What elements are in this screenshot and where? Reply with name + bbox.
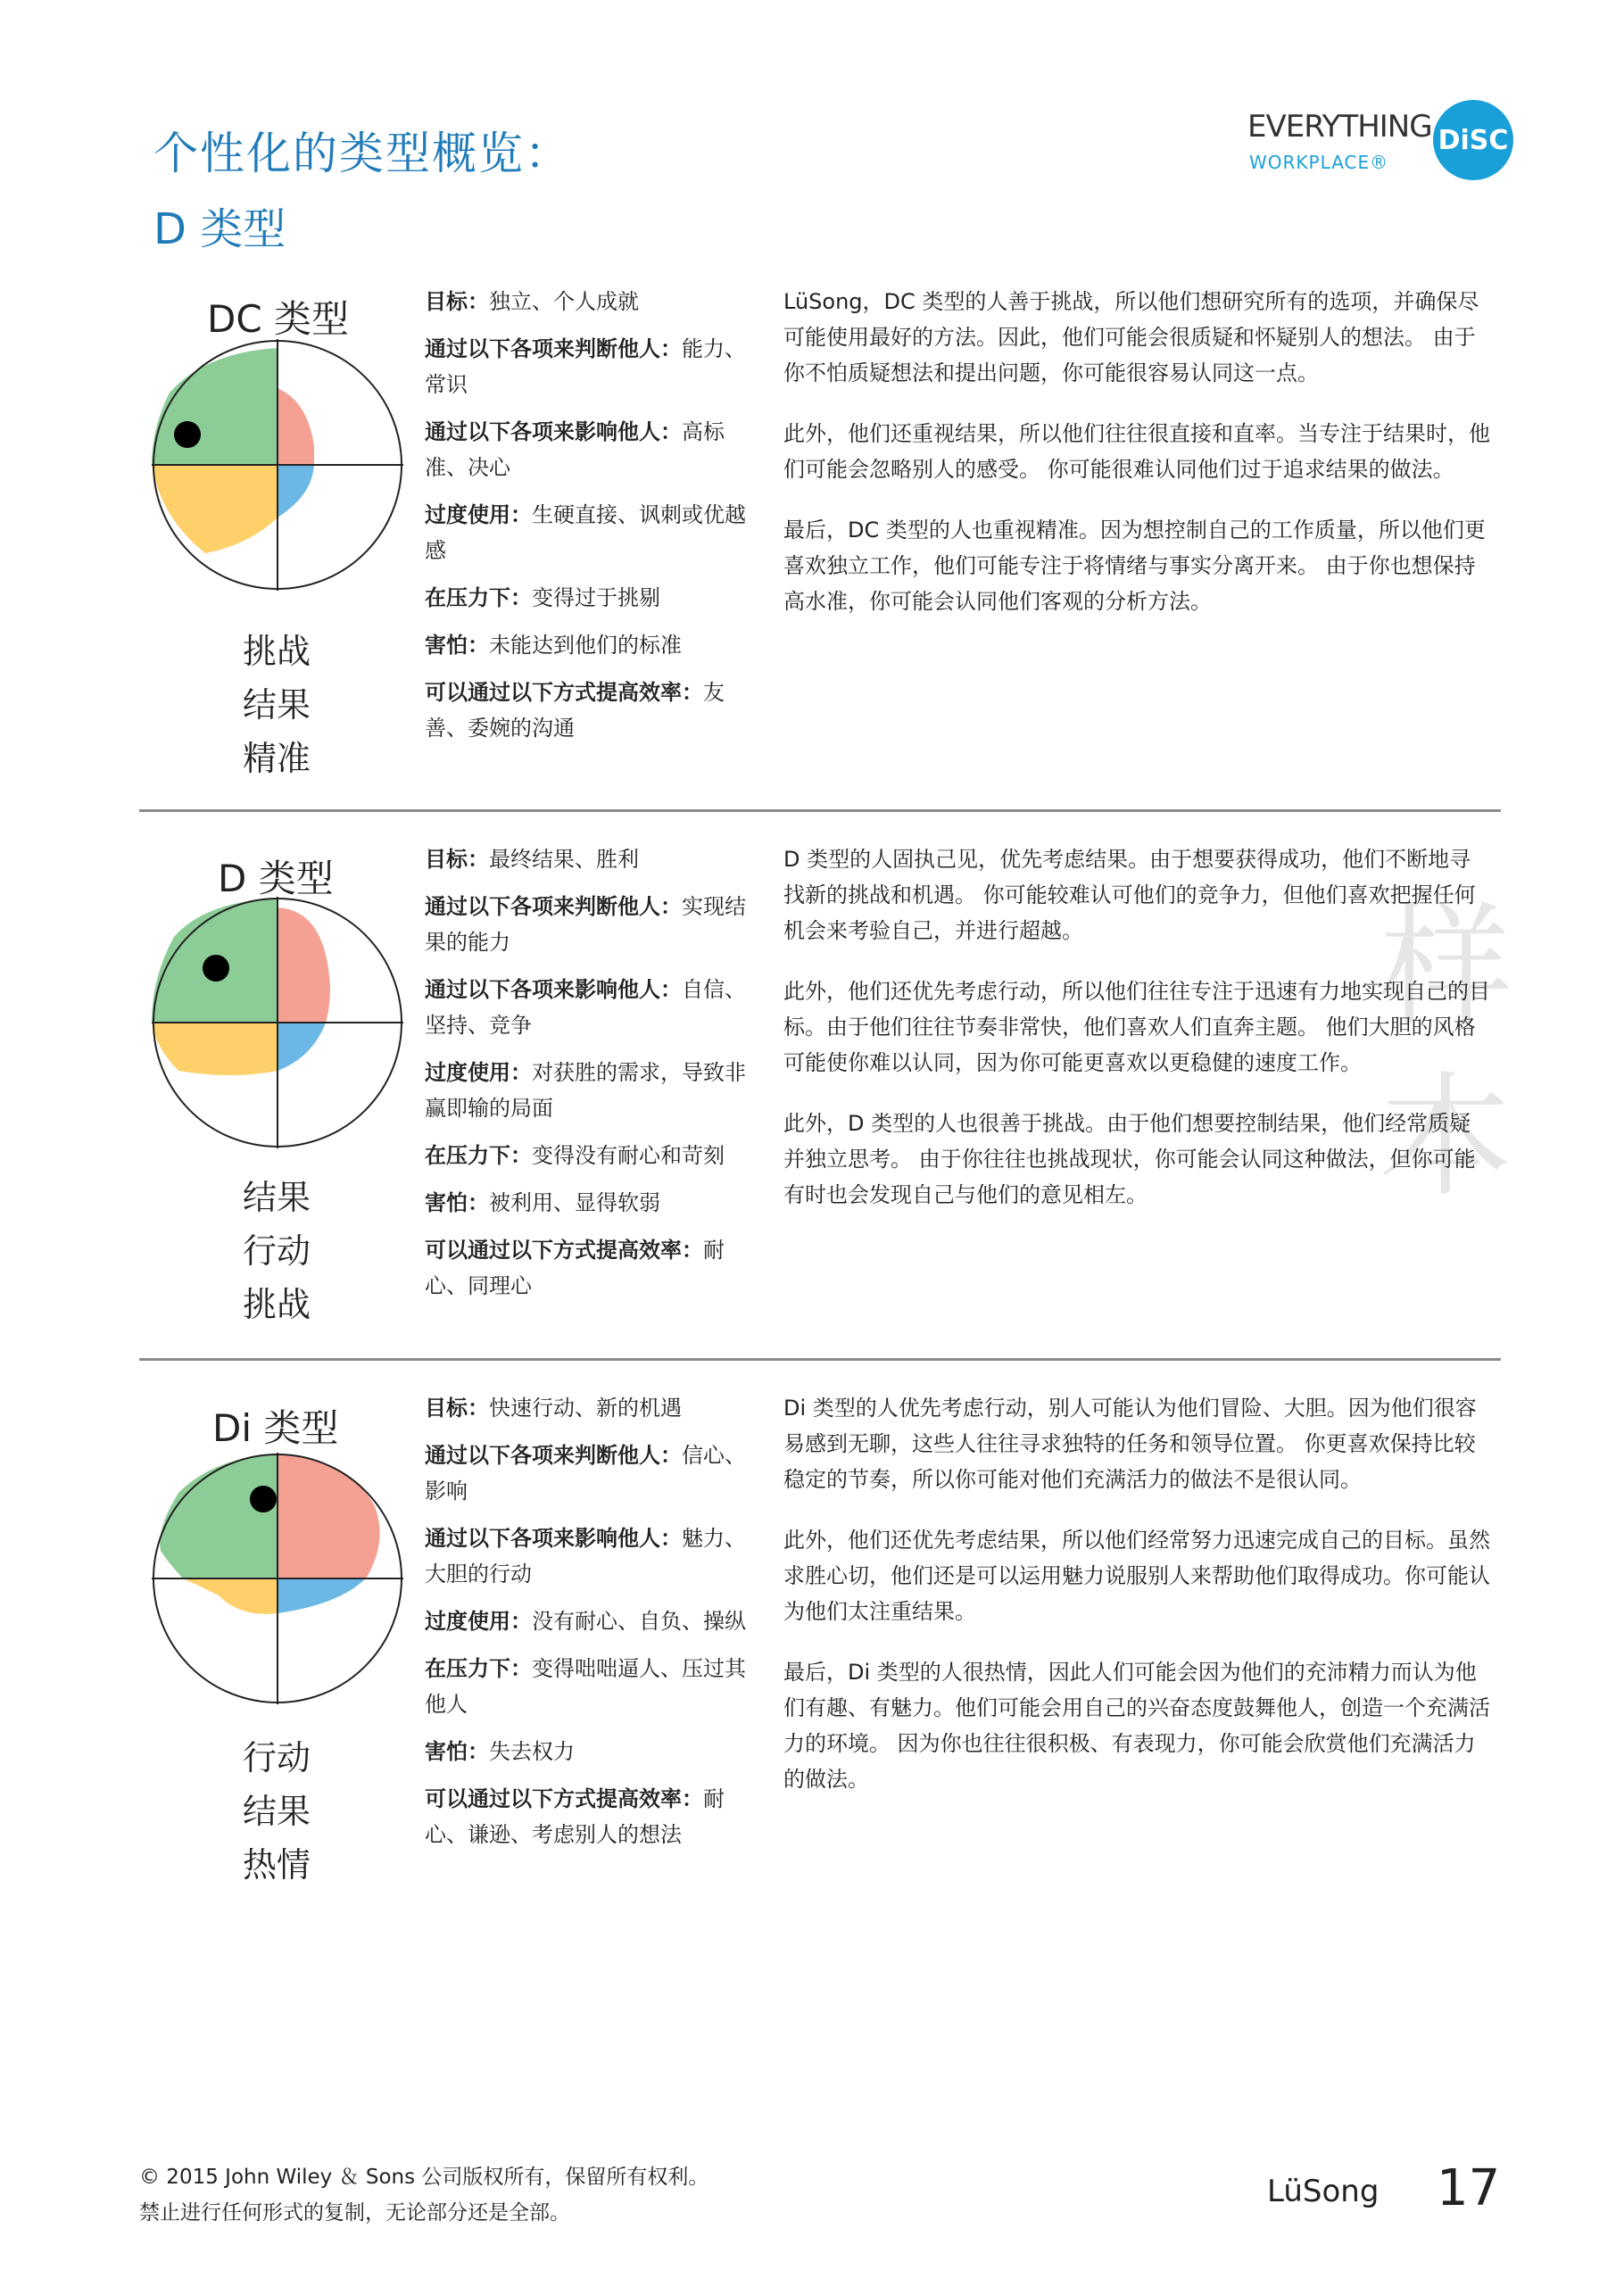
sample-watermark: 样本 <box>1378 891 1512 1215</box>
disc-position-dot <box>250 1486 277 1512</box>
priority-word: 挑战 <box>243 1285 311 1324</box>
priority-word: 行动 <box>243 1231 311 1271</box>
trait-influences-others: 通过以下各项来影响他人：自信、坚持、竞争 <box>425 977 746 1038</box>
priority-word: 热情 <box>243 1845 311 1885</box>
trait-under-pressure: 在压力下：变得过于挑剔 <box>425 585 660 610</box>
disc-circle-chart <box>152 339 403 591</box>
copyright-line: © 2015 John Wiley ＆ Sons 公司版权所有，保留所有权利。 <box>139 2166 709 2189</box>
priority-word: 行动 <box>243 1738 311 1777</box>
type-label: D 类型 <box>218 857 334 900</box>
priority-word: 结果 <box>243 1792 311 1831</box>
disc-circle-chart <box>152 1453 403 1704</box>
description-paragraph: Di 类型的人优先考虑行动，别人可能认为他们冒险、大胆。因为他们很容易感到无聊，这些人往往寻求独特的任务和领导位置。 你更喜欢保持比较稳定的节奏，所以你可能对他们充满活力的做法不是很认同。 <box>783 1396 1477 1492</box>
disc-green-segment <box>160 1454 278 1578</box>
disc-position-dot <box>203 955 229 982</box>
section-divider <box>139 809 1501 812</box>
trait-judges-others: 通过以下各项来判断他人：能力、常识 <box>425 336 746 397</box>
type-priority-words <box>243 1731 311 1892</box>
description-paragraph: 此外，他们还优先考虑结果，所以他们经常努力迅速完成自己的目标。虽然求胜心切，他们还是可以运用魅力说服别人来帮助他们取得成功。你可能认为他们太注重结果。 <box>783 1528 1490 1624</box>
disc-yellow-segment <box>152 465 278 553</box>
priority-word: 精准 <box>243 739 311 778</box>
description-paragraph: D 类型的人固执己见，优先考虑结果。由于想要获得成功，他们不断地寻找新的挑战和机遇。 你可能较难认可他们的竞争力，但他们喜欢把握任何机会来考验自己，并进行超越。 <box>783 847 1476 943</box>
disc-position-dot <box>174 421 201 448</box>
disc-red-segment <box>278 907 330 1023</box>
trait-under-pressure: 在压力下：变得咄咄逼人、压过其他人 <box>425 1656 746 1717</box>
trait-overuses: 过度使用：没有耐心、自负、操纵 <box>425 1609 746 1634</box>
trait-goal: 目标：快速行动、新的机遇 <box>425 1396 682 1421</box>
disc-blue-segment <box>278 1023 326 1071</box>
trait-influences-others: 通过以下各项来影响他人：魅力、大胆的行动 <box>425 1526 746 1587</box>
type-label: DC 类型 <box>207 297 350 341</box>
description-paragraph: 此外，他们还重视结果，所以他们往往很直接和直率。当专注于结果时，他们可能会忽略别人的感受。 你可能很难认同他们过于追求结果的做法。 <box>783 421 1490 482</box>
disc-green-segment <box>152 348 278 465</box>
page-number: 17 <box>1437 2159 1501 2217</box>
trait-increase-effectiveness: 可以通过以下方式提高效率：耐心、谦逊、考虑别人的想法 <box>425 1786 725 1847</box>
logo-line2: WORKPLACE® <box>1249 152 1389 173</box>
priority-word: 挑战 <box>243 632 311 671</box>
trait-influences-others: 通过以下各项来影响他人：高标准、决心 <box>425 419 725 480</box>
trait-judges-others: 通过以下各项来判断他人：实现结果的能力 <box>425 894 746 955</box>
type-description <box>783 284 1490 644</box>
type-priority-words <box>243 625 311 785</box>
trait-increase-effectiveness: 可以通过以下方式提高效率：耐心、同理心 <box>425 1238 725 1298</box>
description-paragraph: LüSong，DC 类型的人善于挑战，所以他们想研究所有的选项，并确保尽可能使用最好的方法。因此，他们可能会很质疑和怀疑别人的想法。 由于你不怕质疑想法和提出问题，你可能很容易认同这一点。 <box>783 289 1479 385</box>
everything-disc-logo <box>1247 100 1515 171</box>
type-traits-list <box>425 1390 755 1864</box>
trait-increase-effectiveness: 可以通过以下方式提高效率：友善、委婉的沟通 <box>425 680 725 741</box>
footer-name: LüSong <box>1267 2174 1380 2209</box>
type-traits-list <box>425 284 755 758</box>
priority-word: 结果 <box>243 685 311 725</box>
footer-copyright <box>139 2159 708 2231</box>
description-paragraph: 此外，D 类型的人也很善于挑战。由于他们想要控制结果，他们经常质疑并独立思考。 由于你往往也挑战现状，你可能会认同这种做法，但你可能有时也会发现自己与他们的意见相左。 <box>783 1111 1476 1207</box>
description-paragraph: 最后，DC 类型的人也重视精准。因为想控制自己的工作质量，所以他们更喜欢独立工作，他们可能专注于将情绪与事实分离开来。 由于你也想保持高水准，你可能会认同他们客观的分析方法。 <box>783 518 1486 614</box>
type-priority-words <box>243 1171 311 1331</box>
trait-fears: 害怕：未能达到他们的标准 <box>425 633 682 658</box>
trait-fears: 害怕：被利用、显得软弱 <box>425 1190 660 1215</box>
type-description <box>783 841 1490 1238</box>
logo-disc-circle: DiSC <box>1433 100 1513 180</box>
type-label: Di 类型 <box>212 1406 339 1450</box>
disc-blue-segment <box>278 1578 366 1613</box>
description-paragraph: 此外，他们还优先考虑行动，所以他们往往专注于迅速有力地实现自己的目标。由于他们往往节奏非常快，他们喜欢人们直奔主题。 他们大胆的风格可能使你难以认同，因为你可能更喜欢以更稳健的速度工作。 <box>783 979 1490 1075</box>
trait-judges-others: 通过以下各项来判断他人：信心、影响 <box>425 1443 746 1504</box>
priority-word: 结果 <box>243 1178 311 1217</box>
disc-red-segment <box>278 388 314 465</box>
trait-goal: 目标：独立、个人成就 <box>425 289 639 314</box>
trait-overuses: 过度使用：生硬直接、讽刺或优越感 <box>425 502 746 563</box>
trait-under-pressure: 在压力下：变得没有耐心和苛刻 <box>425 1143 725 1168</box>
page-subtitle: D 类型 <box>153 204 286 254</box>
logo-line1: EVERYTHING <box>1247 109 1432 145</box>
trait-goal: 目标：最终结果、胜利 <box>425 847 639 872</box>
type-traits-list <box>425 841 755 1315</box>
trait-fears: 害怕：失去权力 <box>425 1739 575 1764</box>
disc-blue-segment <box>278 465 314 518</box>
disc-yellow-segment <box>183 1578 278 1614</box>
disc-circle-chart <box>152 897 403 1148</box>
disc-red-segment <box>278 1454 380 1578</box>
section-divider <box>139 1358 1501 1361</box>
type-description <box>783 1390 1490 1822</box>
page-title: 个性化的类型概览： <box>153 128 571 179</box>
disc-yellow-segment <box>152 1023 278 1075</box>
copyright-line: 禁止进行任何形式的复制，无论部分还是全部。 <box>139 2201 570 2225</box>
trait-overuses: 过度使用：对获胜的需求，导致非赢即输的局面 <box>425 1060 746 1121</box>
description-paragraph: 最后，Di 类型的人很热情，因此人们可能会因为他们的充沛精力而认为他们有趣、有魅力。他们可能会用自己的兴奋态度鼓舞他人，创造一个充满活力的环境。 因为你也往往很积极、有表现力，你可能会欣赏他们充满活力的做法。 <box>783 1660 1490 1792</box>
